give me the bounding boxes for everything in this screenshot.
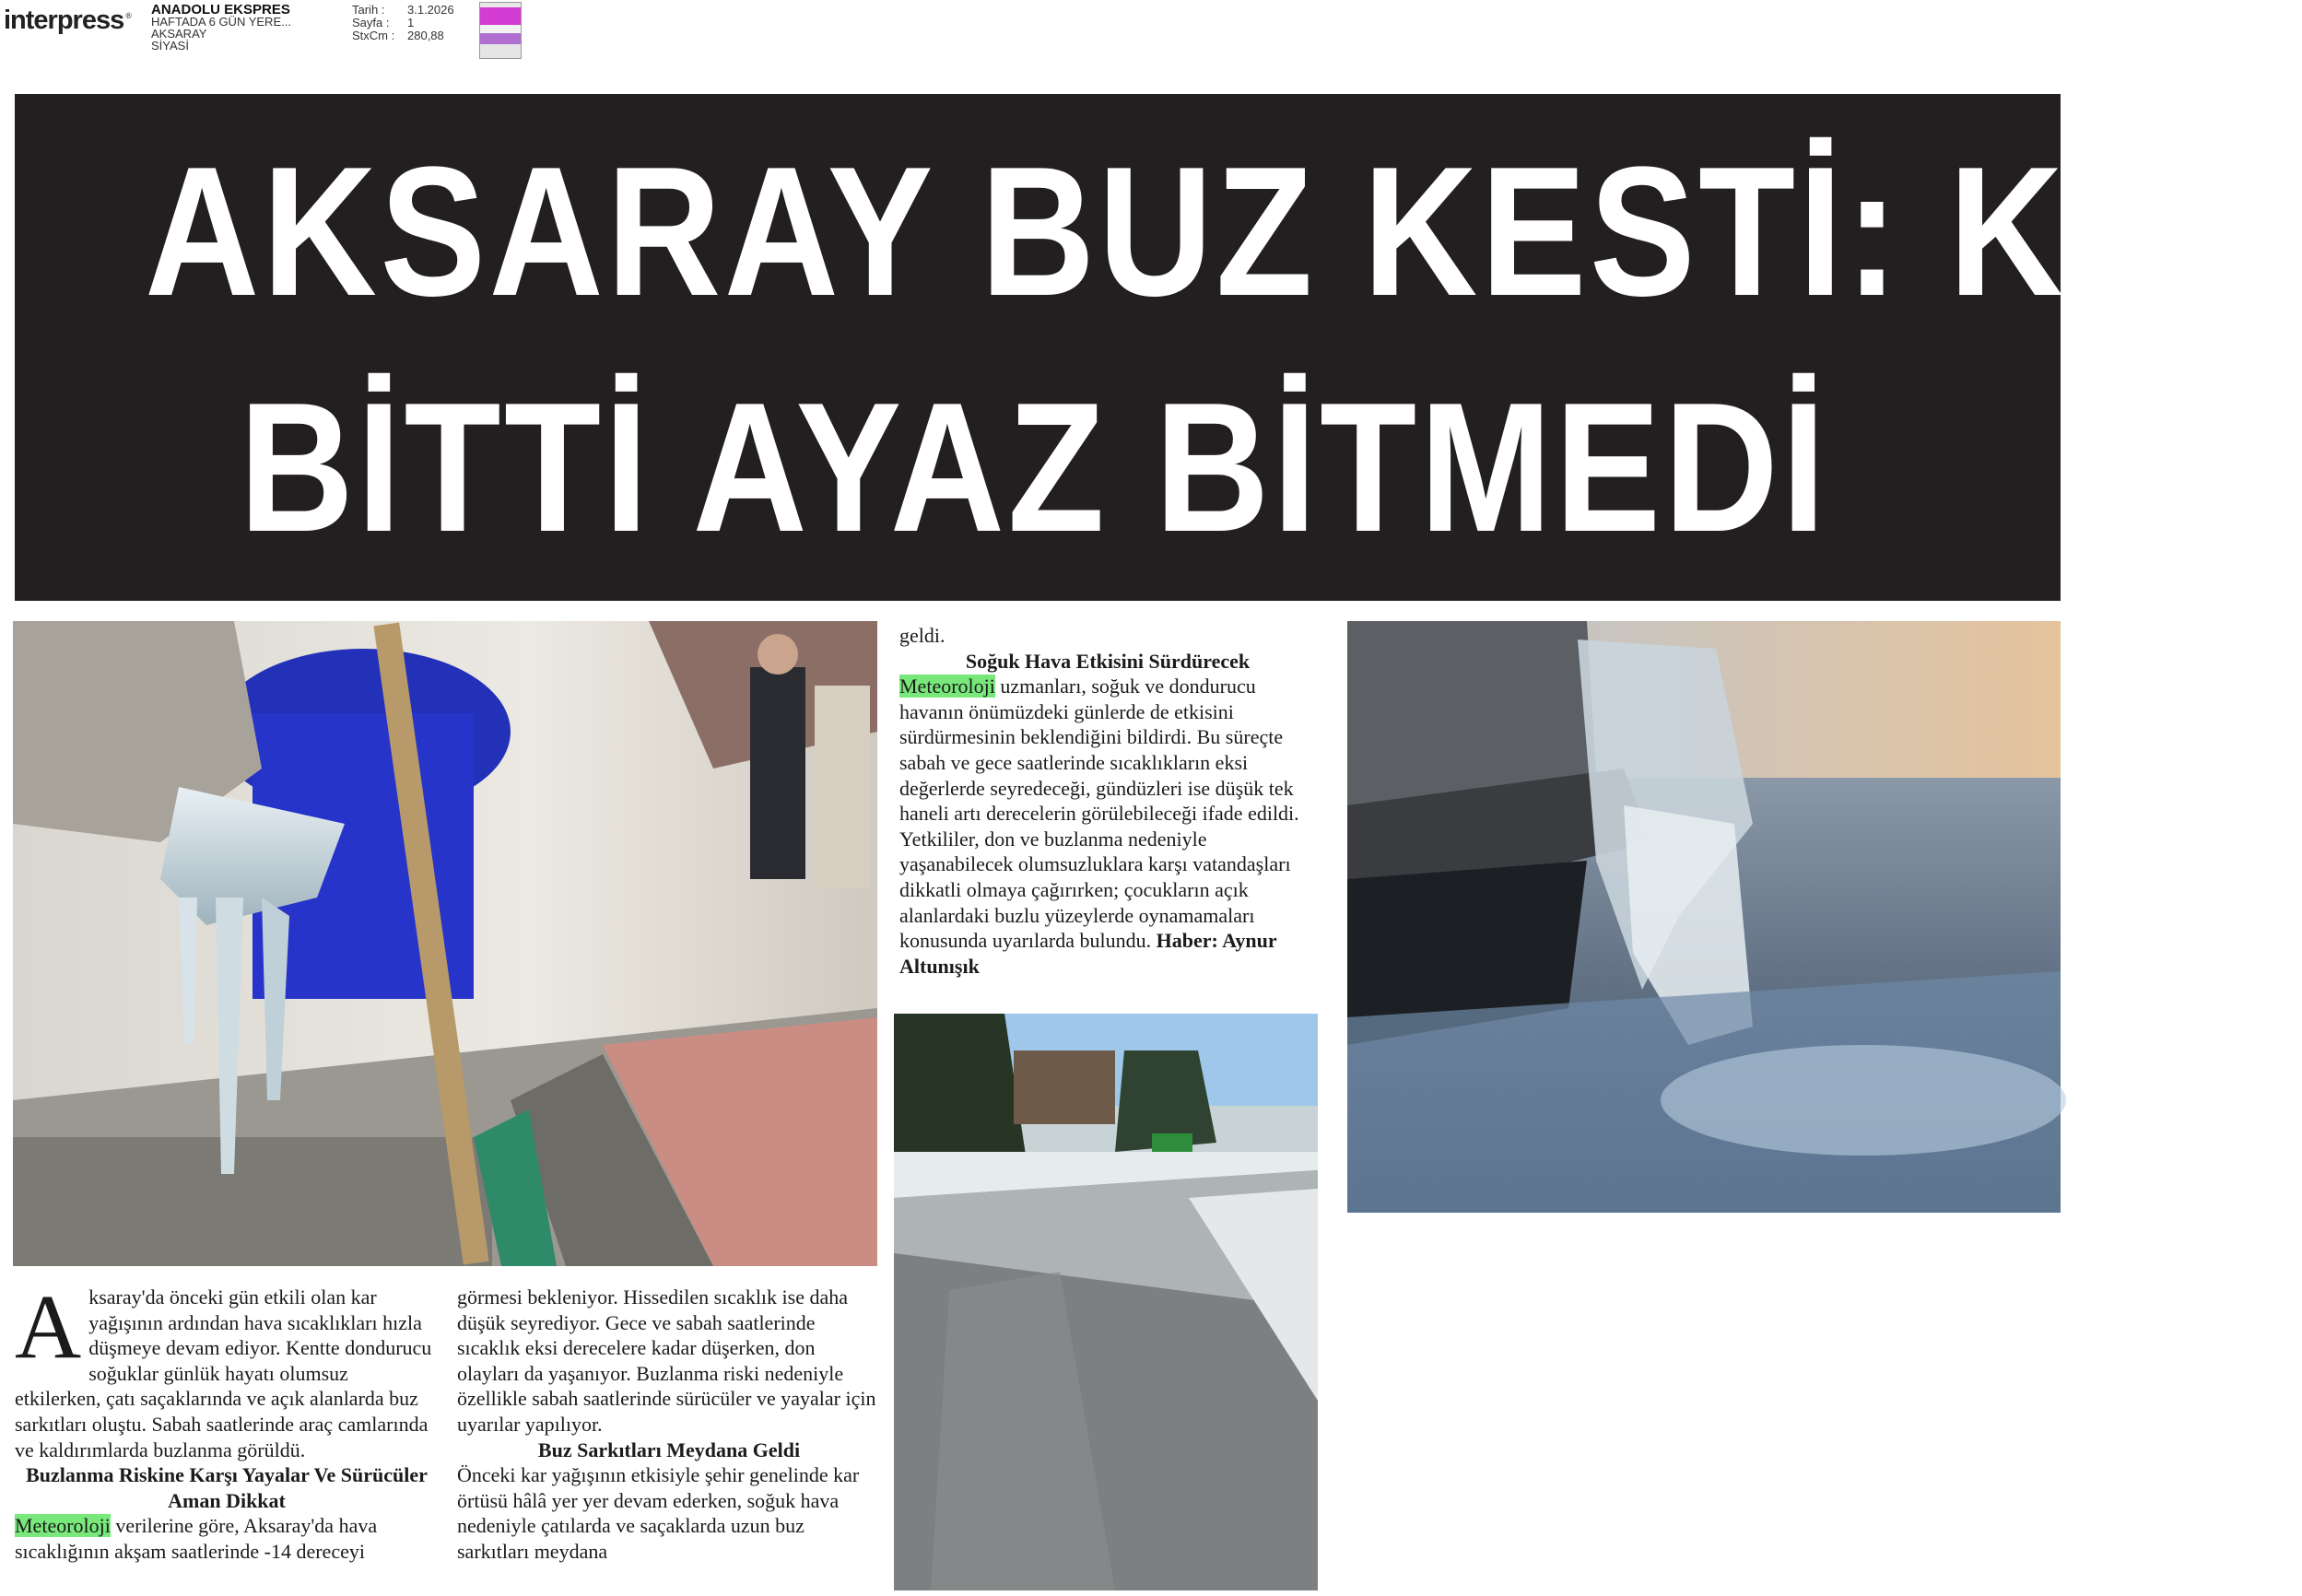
highlight-meteoroloji: Meteoroloji (899, 675, 995, 698)
photo-icicles-gutter (13, 621, 877, 1266)
headline-line-1: AKSARAY BUZ KESTİ: KAR (145, 129, 2302, 334)
clipping-details (352, 4, 454, 42)
paragraph-temperature: görmesi bekleniyor. Hissedilen sıcaklık ise daha düşük seyrediyor. Gece ve sabah saatlerinde sıcaklık eksi derecelere kadar düşerken, don olayları da yaşanıyor. Buzlanma riski nedeniyle özellikle sabah saatlerinde sürücüler ve yayalar için uyarılar yapılıyor. (457, 1285, 876, 1436)
clipping-header (0, 0, 645, 61)
photo-frozen-drain (1347, 621, 2061, 1213)
publication-region: AKSARAY (151, 27, 207, 41)
byline: Haber: Aynur Altunışık (899, 929, 1277, 978)
interpress-logo: interpress ® (4, 6, 131, 35)
date-label: Tarih : (352, 3, 385, 17)
publication-category: SİYASİ (151, 39, 189, 53)
date-value: 3.1.2026 (407, 3, 454, 17)
subheading-cold-continues: Soğuk Hava Etkisini Sürdürecek (965, 649, 1251, 673)
headline-line-2: BİTTİ AYAZ BİTMEDİ (239, 365, 1829, 570)
lead-paragraph: ksaray'da önceki gün etkili olan kar yağışının ardından hava sıcaklıkları hızla düşmeye devam ediyor. Kentte dondurucu soğuklar günlük hayatı olumsuz etkilerken, çatı saçaklarında ve açık alanlarda buz sarkıtları oluştu. Sabah saatlerinde araç camlarında ve kaldırımlarda buzlanma görüldü. (15, 1285, 432, 1461)
page-thumbnail (479, 2, 522, 59)
paragraph-forecast: verilerine göre, Aksaray'da hava sıcaklığının akşam saatlerinde -14 dereceyi (15, 1514, 378, 1563)
highlight-meteoroloji: Meteoroloji (15, 1514, 111, 1538)
paragraph-experts: uzmanları, soğuk ve dondurucu havanın önümüzdeki günlerde de etkisini sürdürmesinin beklendiğini bildirdi. Bu süreçte sabah ve gece saatlerinde sıcaklıkların eksi değerlerde seyredeceği, gündüzleri ise düşük tek haneli artı derecelerin görülebileceği ifade edildi. Yetkililer, don ve buzlanma nedeniyle yaşanabilecek olumsuzluklara karşı vatandaşları dikkatli olmaya çağırırken; çocukların açık alanlardaki buzlu yüzeylerde oynamamaları konusunda uyarılarda bulundu. (899, 675, 1299, 953)
article-column-c (899, 623, 1316, 979)
publication-info (151, 4, 291, 52)
page-label: Sayfa : (352, 16, 390, 29)
subheading-icing-risk: Buzlanma Riskine Karşı Yayalar Ve Sürücüler Aman Dikkat (26, 1463, 428, 1512)
article-column-b (457, 1285, 881, 1565)
dropcap: A (15, 1275, 82, 1378)
paragraph-icicles: Önceki kar yağışının etkisiyle şehir genelinde kar örtüsü hâlâ yer yer devam ederken, soğuk hava nedeniyle çatılarda ve saçaklarda uzun buz sarkıtları meydana (457, 1463, 860, 1563)
publication-name: ANADOLU EKSPRES (151, 2, 290, 18)
publication-frequency: HAFTADA 6 GÜN YERE... (151, 15, 291, 29)
area-value: 280,88 (407, 29, 444, 42)
article-column-a (15, 1275, 439, 1565)
page-value: 1 (407, 16, 415, 29)
photo-icy-road (894, 1014, 1318, 1590)
paragraph-continuation: geldi. (899, 624, 945, 647)
subheading-icicles: Buz Sarkıtları Meydana Geldi (537, 1438, 801, 1461)
area-label: StxCm : (352, 29, 395, 42)
